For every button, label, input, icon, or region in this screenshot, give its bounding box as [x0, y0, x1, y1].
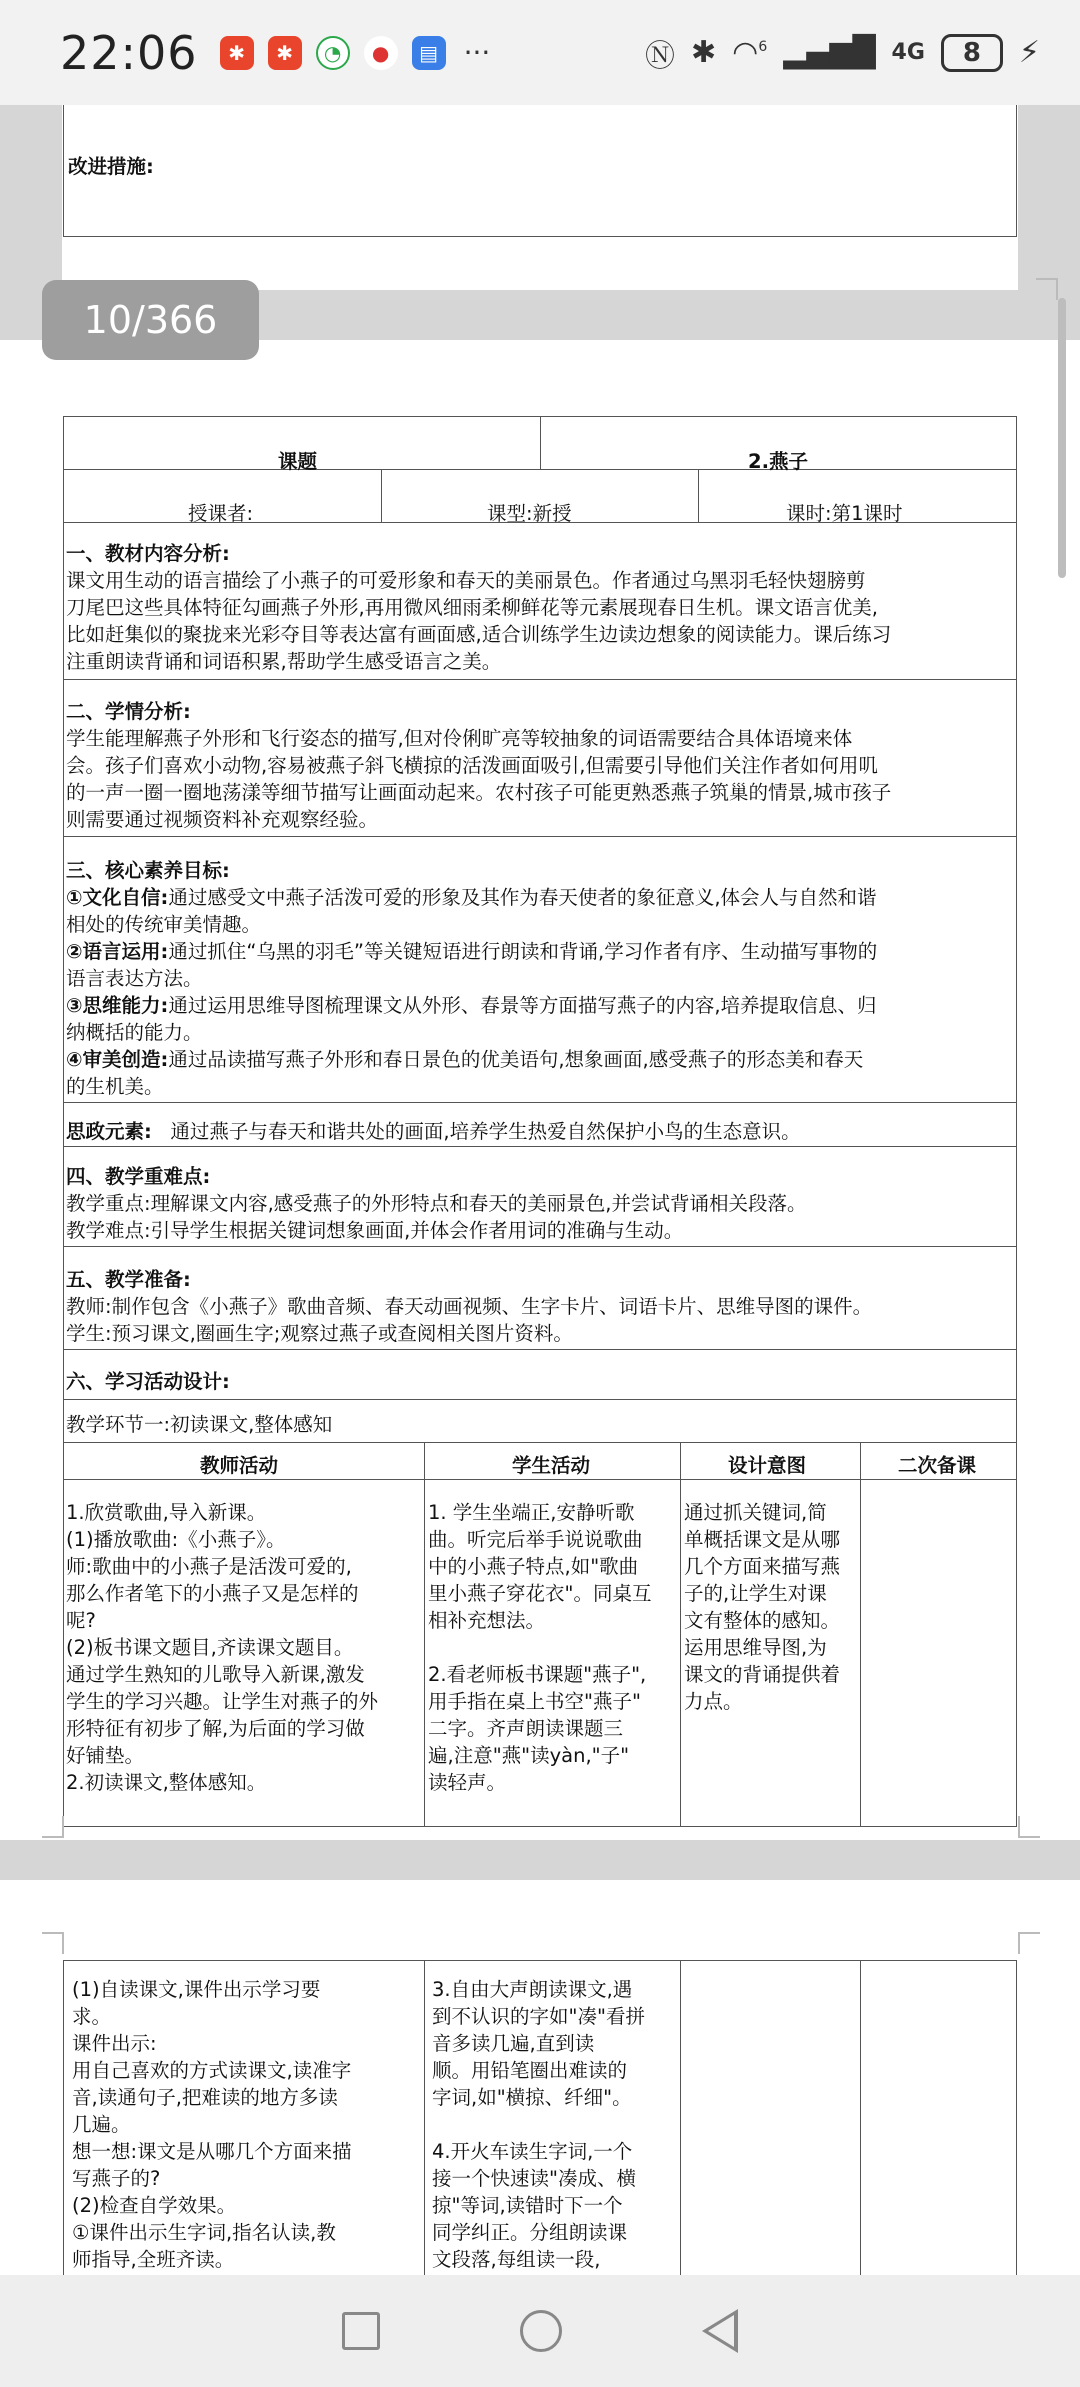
cell-line: 写燕子的?	[72, 2167, 161, 2190]
cell-line: 1.欣赏歌曲,导入新课。	[66, 1501, 267, 1524]
cell-line: 运用思维导图,为	[684, 1636, 827, 1659]
navigation-bar	[0, 2275, 1080, 2387]
page-counter: 10/366	[42, 280, 259, 360]
cell-line: 呢?	[66, 1609, 96, 1632]
cell-line: 到不认识的字如"凑"看拼	[432, 2005, 645, 2028]
section-1-title: 一、教材内容分析:	[66, 542, 230, 565]
cell-line: 3.自由大声朗读课文,遇	[432, 1978, 633, 2001]
teacher-prep: 教师:制作包含《小燕子》歌曲音频、春天动画视频、生字卡片、词语卡片、思维导图的课件。	[66, 1295, 873, 1318]
cell-line: 师指导,全班齐读。	[72, 2248, 235, 2271]
section-3-title: 三、核心素养目标:	[66, 859, 230, 882]
cell-line: (1)自读课文,课件出示学习要	[72, 1978, 321, 2001]
wifi-icon: ◠$^6$	[732, 35, 768, 70]
lesson-period: 课时:第1课时	[786, 502, 903, 525]
cell-line: 课件出示:	[72, 2032, 157, 2055]
cell-line: 同学纠正。分组朗读课	[432, 2221, 628, 2244]
goal-aesthetic-cont: 的生机美。	[66, 1075, 164, 1098]
back-button[interactable]	[702, 2309, 738, 2353]
cell-line: 接一个快速读"凑成、横	[432, 2167, 636, 2190]
section-2-text: 的一声一圈一圈地荡漾等细节描写让画面动起来。农村孩子可能更熟悉燕子筑巢的情景,城市孩子	[66, 781, 892, 804]
cell-line: 里小燕子穿花衣"。同桌互	[428, 1582, 652, 1605]
cell-line: 2.初读课文,整体感知。	[66, 1771, 267, 1794]
goal-thinking-cont: 纳概括的能力。	[66, 1021, 203, 1044]
battery-icon	[941, 34, 1003, 72]
status-bar	[0, 0, 1080, 105]
cell-line: ①课件出示生字词,指名认读,教	[72, 2221, 336, 2244]
goal-culture-cont: 相处的传统审美情趣。	[66, 913, 262, 936]
cell-line: 二字。齐声朗读课题三	[428, 1717, 624, 1740]
improve-label: 改进措施:	[68, 155, 154, 178]
cell-line: 2.看老师板书课题"燕子",	[428, 1663, 647, 1686]
cell-line: 课文的背诵提供着	[684, 1663, 841, 1686]
topic-value: 2.燕子	[748, 450, 808, 473]
cell-line: (1)播放歌曲:《小燕子》。	[66, 1528, 286, 1551]
cell-line: 掠"等词,读错时下一个	[432, 2194, 623, 2217]
section-2-text: 学生能理解燕子外形和飞行姿态的描写,但对伶俐旷亮等较抽象的词语需要结合具体语境来体	[66, 727, 853, 750]
cell-line: 中的小燕子特点,如"歌曲	[428, 1555, 639, 1578]
section-1-text: 比如赶集似的聚拢来光彩夺目等表达富有画面感,适合训练学生边读边想象的阅读能力。课后练习	[66, 623, 892, 646]
app-notification-icon: ◔	[316, 36, 350, 70]
lesson-type: 课型:新授	[487, 502, 572, 525]
header-teacher: 教师活动	[200, 1454, 279, 1477]
scrollbar-thumb[interactable]	[1058, 298, 1066, 578]
teaching-focus: 教学重点:理解课文内容,感受燕子的外形特点和春天的美丽景色,并尝试背诵相关段落。	[66, 1192, 807, 1215]
battery-level: 8	[962, 37, 981, 68]
cell-line: 曲。听完后举手说说歌曲	[428, 1528, 643, 1551]
page-fragment-previous	[62, 105, 1018, 290]
app-notification-icon: ✱	[220, 36, 254, 70]
goal-thinking: ③思维能力:通过运用思维导图梳理课文从外形、春景等方面描写燕子的内容,培养提取信息、归	[66, 994, 877, 1017]
section-2-text: 会。孩子们喜欢小动物,容易被燕子斜飞横掠的活泼画面吸引,但需要引导他们关注作者如何用叽	[66, 754, 878, 777]
goal-culture: ①文化自信:通过感受文中燕子活泼可爱的形象及其作为春天使者的象征意义,体会人与自然和谐	[66, 886, 877, 909]
student-prep: 学生:预习课文,圈画生字;观察过燕子或查阅相关图片资料。	[66, 1322, 573, 1345]
cell-line: 相补充想法。	[428, 1609, 546, 1632]
bluetooth-icon: ✱	[691, 35, 717, 70]
cell-line: 文有整体的感知。	[684, 1609, 841, 1632]
section-1-text: 课文用生动的语言描绘了小燕子的可爱形象和春天的美丽景色。作者通过乌黑羽毛轻快翅膀剪	[66, 569, 866, 592]
app-notification-icon: ●	[364, 36, 398, 70]
header-design: 设计意图	[728, 1454, 807, 1477]
cell-line: 好铺垫。	[66, 1744, 145, 1767]
charging-icon: ⚡	[1018, 35, 1040, 70]
cell-line: 通过学生熟知的儿歌导入新课,激发	[66, 1663, 365, 1686]
step-1: 教学环节一:初读课文,整体感知	[66, 1413, 333, 1436]
teacher-label: 授课者:	[188, 502, 254, 525]
topic-label: 课题	[278, 450, 318, 473]
cell-line: 求。	[72, 2005, 112, 2028]
section-1-text: 注重朗读背诵和词语积累,帮助学生感受语言之美。	[66, 650, 502, 673]
cell-line: 用自己喜欢的方式读课文,读准字	[72, 2059, 352, 2082]
network-icon: 4G	[891, 40, 925, 65]
cell-line: 文段落,每组读一段,	[432, 2248, 601, 2271]
cell-line: 几个方面来描写燕	[684, 1555, 841, 1578]
section-2-text: 则需要通过视频资料补充观察经验。	[66, 808, 379, 831]
cell-line: 4.开火车读生字词,一个	[432, 2140, 633, 2163]
recents-button[interactable]	[342, 2312, 380, 2350]
goal-aesthetic: ④审美创造:通过品读描写燕子外形和春日景色的优美语句,想象画面,感受燕子的形态美和春天	[66, 1048, 864, 1071]
section-4-title: 四、教学重难点:	[66, 1165, 211, 1188]
goal-language: ②语言运用:通过抓住“乌黑的羽毛”等关键短语进行朗读和背诵,学习作者有序、生动描写事物的	[66, 940, 878, 963]
calendar-icon: ▤	[412, 36, 446, 70]
cell-line: 想一想:课文是从哪几个方面来描	[72, 2140, 352, 2163]
home-button[interactable]	[520, 2310, 562, 2352]
section-6-title: 六、学习活动设计:	[66, 1370, 230, 1393]
cell-line: 形特征有初步了解,为后面的学习做	[66, 1717, 365, 1740]
system-icons	[645, 31, 1040, 75]
cell-line: 字词,如"横掠、纤细"。	[432, 2086, 632, 2109]
nfc-icon: Ⓝ	[645, 38, 675, 74]
cell-line: 1. 学生坐端正,安静听歌	[428, 1501, 635, 1524]
section-1-text: 刀尾巴这些具体特征勾画燕子外形,再用微风细雨柔柳鲜花等元素展现春日生机。课文语言优美,	[66, 596, 878, 619]
cell-line: (2)检查自学效果。	[72, 2194, 237, 2217]
cell-line: 几遍。	[72, 2113, 131, 2136]
app-notification-icon: ✱	[268, 36, 302, 70]
cell-line: 通过抓关键词,简	[684, 1501, 827, 1524]
teaching-difficulty: 教学难点:引导学生根据关键词想象画面,并体会作者用词的准确与生动。	[66, 1219, 684, 1242]
more-notifications-icon: ···	[463, 36, 491, 69]
cell-line: 音多读几遍,直到读	[432, 2032, 595, 2055]
goal-language-cont: 语言表达方法。	[66, 967, 203, 990]
cell-line: 师:歌曲中的小燕子是活泼可爱的,	[66, 1555, 352, 1578]
section-5-title: 五、教学准备:	[66, 1268, 191, 1291]
cell-line: 单概括课文是从哪	[684, 1528, 841, 1551]
cell-line: 力点。	[684, 1690, 743, 1713]
cell-line: 音,读通句子,把难读的地方多读	[72, 2086, 338, 2109]
cell-line: 用手指在桌上书空"燕子"	[428, 1690, 641, 1713]
cell-line: 读轻声。	[428, 1771, 507, 1794]
clock: 22:06	[60, 25, 198, 80]
signal-icon: ▂▄▆█	[783, 35, 876, 70]
header-revision: 二次备课	[898, 1454, 977, 1477]
cell-line: 学生的学习兴趣。让学生对燕子的外	[66, 1690, 379, 1713]
cell-line: (2)板书课文题目,齐读课文题目。	[66, 1636, 354, 1659]
cell-line: 顺。用铅笔圈出难读的	[432, 2059, 628, 2082]
ideology-element: 思政元素: 通过燕子与春天和谐共处的画面,培养学生热爱自然保护小鸟的生态意识。	[66, 1120, 801, 1143]
cell-line: 子的,让学生对课	[684, 1582, 827, 1605]
cell-line: 遍,注意"燕"读yàn,"子"	[428, 1744, 630, 1767]
cell-line: 那么作者笔下的小燕子又是怎样的	[66, 1582, 359, 1605]
header-student: 学生活动	[512, 1454, 591, 1477]
section-2-title: 二、学情分析:	[66, 700, 191, 723]
notification-icons	[220, 36, 491, 70]
